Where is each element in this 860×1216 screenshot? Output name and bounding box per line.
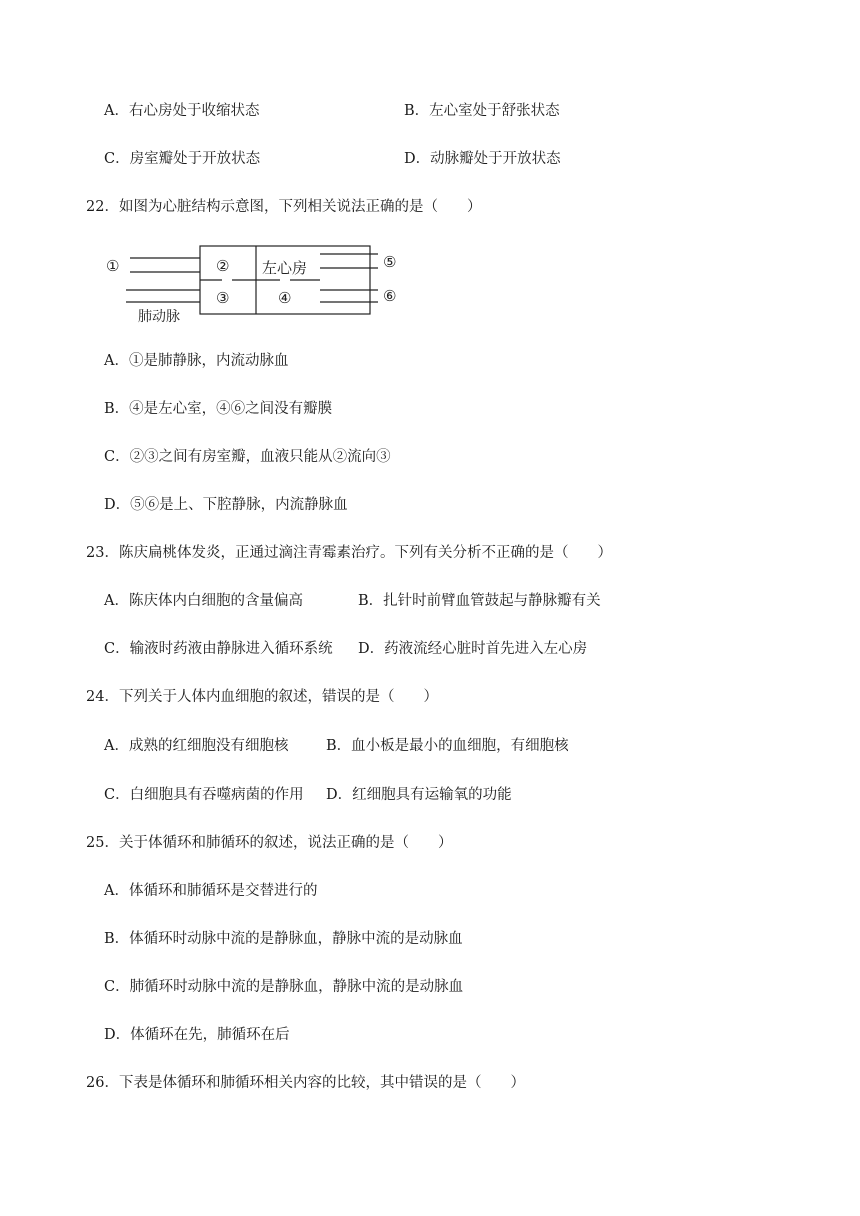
q23-option-b: B．扎针时前臂血管鼓起与静脉瓣有关 [358, 593, 601, 609]
heart-structure-diagram [104, 244, 414, 328]
q22-option-c: C．②③之间有房室瓣，血液只能从②流向③ [104, 449, 391, 465]
q25-option-c: C．肺循环时动脉中流的是静脉血，静脉中流的是动脉血 [104, 979, 464, 995]
q25-option-d: D．体循环在先，肺循环在后 [104, 1027, 290, 1043]
diagram-label-2: ② [216, 257, 230, 275]
q21-option-c: C．房室瓣处于开放状态 [104, 151, 261, 167]
q25-option-b: B．体循环时动脉中流的是静脉血，静脉中流的是动脉血 [104, 931, 463, 947]
q21-option-a: A．右心房处于收缩状态 [104, 103, 260, 119]
diagram-label-6: ⑥ [383, 287, 397, 305]
diagram-pulmonary-artery-label: 肺动脉 [138, 309, 180, 325]
q24-option-a: A．成熟的红细胞没有细胞核 [104, 738, 289, 754]
q24-option-b: B．血小板是最小的血细胞，有细胞核 [326, 738, 569, 754]
diagram-label-3: ③ [216, 289, 230, 307]
q24-option-c: C．白细胞具有吞噬病菌的作用 [104, 787, 304, 803]
q21-option-d: D．动脉瓣处于开放状态 [404, 151, 561, 167]
q22-option-a: A．①是肺静脉，内流动脉血 [104, 353, 289, 369]
q23-option-d: D．药液流经心脏时首先进入左心房 [358, 641, 588, 657]
q21-option-b: B．左心室处于舒张状态 [404, 103, 560, 119]
q23-option-c: C．输液时药液由静脉进入循环系统 [104, 641, 333, 657]
diagram-label-4: ④ [278, 289, 292, 307]
q25-option-a: A．体循环和肺循环是交替进行的 [104, 883, 318, 899]
q23-stem: 23．陈庆扁桃体发炎，正通过滴注青霉素治疗。下列有关分析不正确的是（ ） [86, 545, 612, 561]
q24-stem: 24．下列关于人体内血细胞的叙述，错误的是（ ） [86, 689, 438, 705]
q26-stem: 26．下表是体循环和肺循环相关内容的比较，其中错误的是（ ） [86, 1075, 525, 1091]
q22-option-b: B．④是左心室，④⑥之间没有瓣膜 [104, 401, 333, 417]
diagram-label-5: ⑤ [383, 253, 397, 271]
q24-option-d: D．红细胞具有运输氧的功能 [326, 787, 512, 803]
q22-stem: 22．如图为心脏结构示意图，下列相关说法正确的是（ ） [86, 199, 482, 215]
q22-option-d: D．⑤⑥是上、下腔静脉，内流静脉血 [104, 497, 348, 513]
diagram-label-1: ① [106, 257, 120, 275]
q25-stem: 25．关于体循环和肺循环的叙述，说法正确的是（ ） [86, 835, 453, 851]
q23-option-a: A．陈庆体内白细胞的含量偏高 [104, 593, 303, 609]
diagram-left-atrium-label: 左心房 [262, 259, 308, 277]
